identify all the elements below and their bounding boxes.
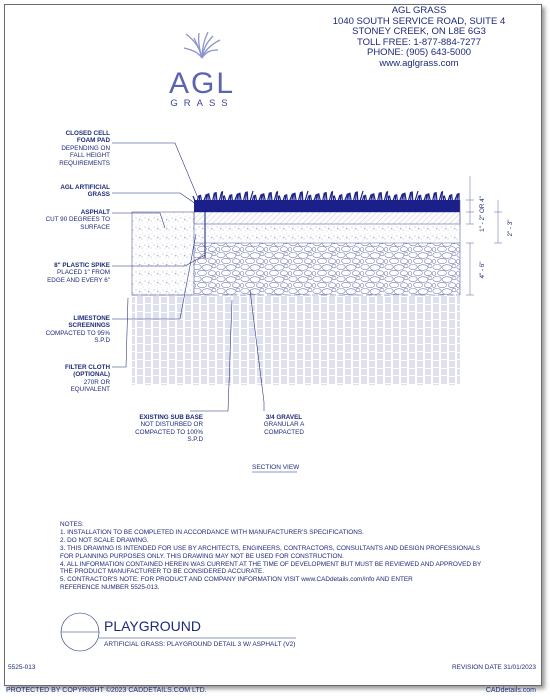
turf-blade xyxy=(216,192,217,201)
company-web: www.aglgrass.com xyxy=(379,57,459,69)
company-address1: 1040 SOUTH SERVICE ROAD, SUITE 4 xyxy=(332,15,506,27)
company-name: AGL GRASS xyxy=(391,5,447,16)
label-sub-base: EXISTING SUB BASE NOT DISTURBED OR COMPACTED TO 100% S.P.D xyxy=(135,414,203,444)
company-tollfree: TOLL FREE: 1-877-884-7277 xyxy=(356,36,482,48)
drawing-title: PLAYGROUND xyxy=(104,618,201,634)
logo-sub: GRASS xyxy=(170,98,234,108)
foam-pad-layer xyxy=(194,212,460,224)
note-line: 5. CONTRACTOR'S NOTE: FOR PRODUCT AND COMPANY INFORMATION VISIT www.CADdetails.com/info AND ENTER xyxy=(60,576,413,584)
turf-blade xyxy=(247,191,248,201)
logo-mark: AGL xyxy=(168,67,236,100)
dim-gravel: 4" - 6" xyxy=(479,261,486,279)
turf-blade xyxy=(340,195,341,201)
turf-blade xyxy=(374,193,376,201)
caddetails-footer: CADdetails.com xyxy=(485,687,536,694)
label-filter-cloth: FILTER CLOTH (OPTIONAL) 270R OR EQUIVALENT xyxy=(64,364,110,394)
notes xyxy=(60,521,481,592)
turf-blade xyxy=(213,193,215,201)
turf-blade xyxy=(323,193,325,201)
turf-blade xyxy=(285,195,286,201)
label-asphalt: ASPHALT CUT 90 DEGREES TO SURFACE xyxy=(45,209,110,231)
company-phone: PHONE: (905) 643-5000 xyxy=(366,47,472,59)
turf-blade xyxy=(232,194,233,201)
note-line: REFERENCE NUMBER 5525-013. xyxy=(60,584,160,592)
turf-blade xyxy=(271,192,272,201)
label-gravel: 3/4 GRAVEL GRANULAR A COMPACTED xyxy=(263,414,305,436)
turf-blade xyxy=(342,194,343,201)
note-line: 3. THIS DRAWING IS INTENDED FOR USE BY ARCHITECTS, ENGINEERS, CONTRACTORS, CONSULTANTS AND DESIGN PROFESSIONALS xyxy=(60,544,480,552)
limestone-layer xyxy=(194,224,460,243)
notes-heading: NOTES: xyxy=(60,521,84,528)
drawing-subtitle: ARTIFICIAL GRASS: PLAYGROUND DETAIL 3 W/ ASPHALT (V2) xyxy=(104,641,296,648)
note-line: 2. DO NOT SCALE DRAWING. xyxy=(60,536,149,544)
sub-base-layer xyxy=(132,295,460,385)
turf-blade xyxy=(319,193,321,201)
revision-date: REVISION DATE 31/01/2023 xyxy=(451,664,536,671)
turf-blade xyxy=(381,192,382,201)
label-turf: AGL ARTIFICIAL GRASS xyxy=(60,184,110,199)
turf-blade xyxy=(395,195,396,201)
turf-blade xyxy=(378,193,380,201)
turf-blade xyxy=(350,193,351,201)
company-address2: STONEY CREEK, ON L8E 6G3 xyxy=(352,26,486,38)
turf-blade xyxy=(209,193,211,201)
note-line: FOR PLANNING PURPOSES ONLY. THIS DRAWING MAY NOT BE USED FOR CONSTRUCTION. xyxy=(60,552,344,560)
reference-number: 5525-013 xyxy=(8,664,36,671)
dim-turf: 1" - 2" OR 4" xyxy=(479,196,486,232)
asphalt-layer xyxy=(132,212,194,295)
label-spike: 8" PLASTIC SPIKE PLACED 1" FROM EDGE AND EVERY 6" xyxy=(47,262,110,284)
note-line: 4. ALL INFORMATION CONTAINED HEREIN WAS CURRENT AT THE TIME OF DEVELOPMENT BUT MUST BE REVIEWED AND APPROVED BY xyxy=(60,560,482,568)
turf-blade xyxy=(405,193,406,201)
turf-blade xyxy=(326,192,327,201)
turf-blade xyxy=(452,194,453,201)
note-line: THE PRODUCT MANUFACTURER TO BE CONSIDERED ACCURATE. xyxy=(60,568,265,576)
turf-blade xyxy=(436,192,437,201)
turf-blade xyxy=(357,191,358,201)
turf-blade xyxy=(287,194,288,201)
turf-blade xyxy=(301,192,302,201)
turf-blade xyxy=(356,192,357,201)
turf-blade xyxy=(433,193,435,201)
label-limestone: LIMESTONE SCREENINGS COMPACTED TO 95% S.P.D xyxy=(45,315,110,345)
turf-blade xyxy=(397,194,398,201)
section-title: SECTION VIEW xyxy=(252,464,300,471)
turf-blade xyxy=(240,193,241,201)
turf-blade xyxy=(412,191,413,201)
note-line: 1. INSTALLATION TO BE COMPLETED IN ACCORDANCE WITH MANUFACTURER'S SPECIFICATIONS. xyxy=(60,528,364,536)
turf-blade xyxy=(264,193,266,201)
turf-blade xyxy=(295,193,296,201)
label-foam-pad: CLOSED CELL FOAM PAD DEPENDING ON FALL HEIGHT REQUIREMENTS xyxy=(59,130,110,167)
turf-blades xyxy=(193,191,459,201)
turf-blade xyxy=(268,193,270,201)
gravel-layer xyxy=(194,243,460,295)
turf-blade xyxy=(450,195,451,201)
turf-blade xyxy=(429,193,431,201)
turf-blade xyxy=(246,192,247,201)
turf-blade xyxy=(411,192,412,201)
dim-limestone: 2" - 3" xyxy=(507,219,514,237)
copyright-footer: PROTECTED BY COPYRIGHT ©2023 CADDETAILS.COM LTD. xyxy=(6,687,207,694)
turf-blade xyxy=(302,191,303,201)
turf-blade xyxy=(230,195,231,201)
turf-layer xyxy=(194,200,460,212)
